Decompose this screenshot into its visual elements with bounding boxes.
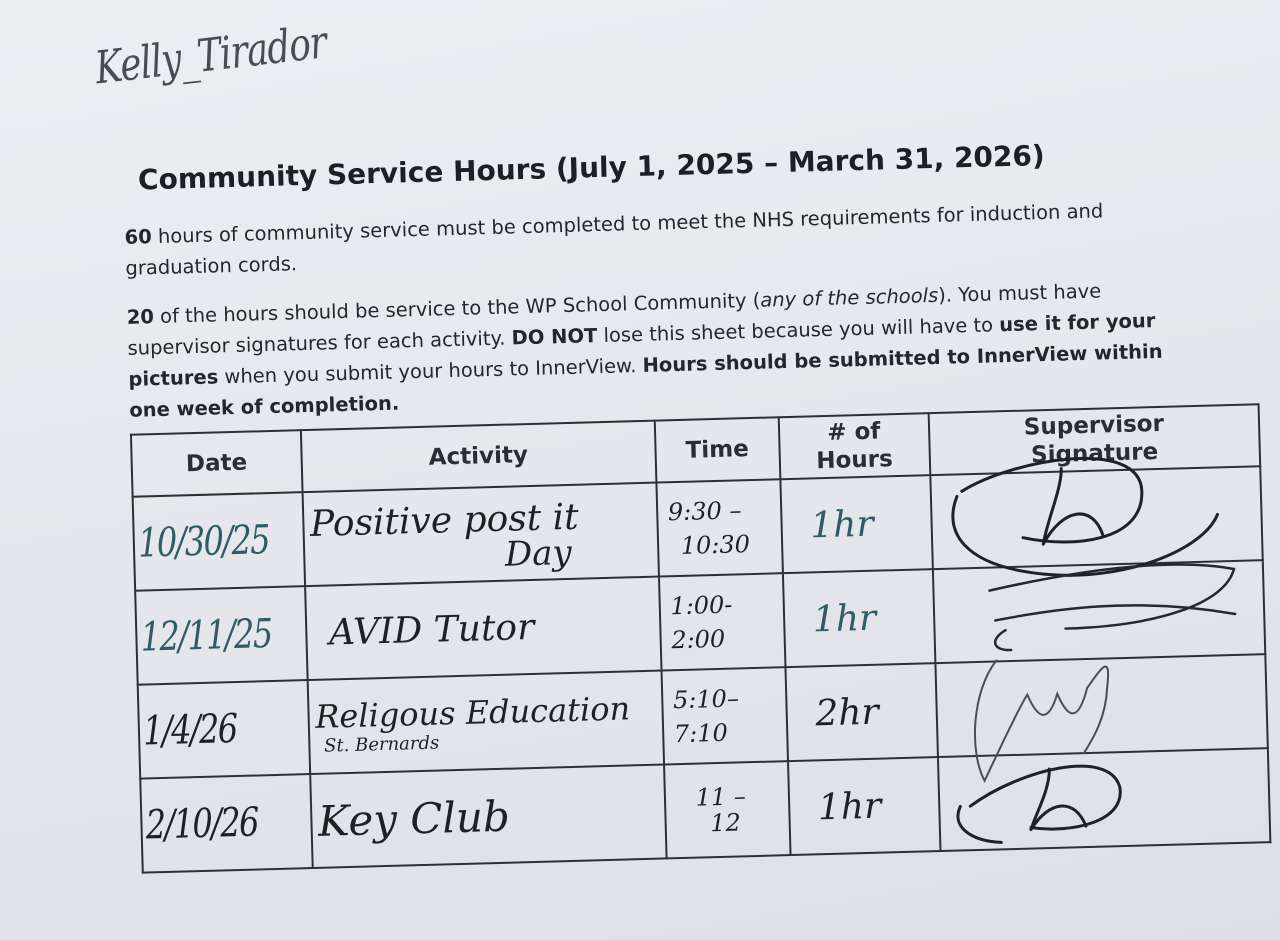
signature-row-3 [973, 657, 1111, 781]
row-date: 2/10/26 [145, 799, 259, 849]
row-activity: Key Club [317, 791, 511, 846]
row-activity: AVID Tutor [328, 606, 535, 653]
row-time-end: 10:30 [680, 530, 751, 560]
row-hours: 1hr [817, 785, 882, 828]
row-activity-line2: St. Bernards [323, 732, 440, 757]
do-not-emphasis: DO NOT [511, 324, 598, 350]
row-time-end: 12 [709, 808, 742, 838]
header-supervisor-line1: Supervisor [1023, 410, 1165, 441]
requirement-text: hours of community service must be completed to meet the NHS requirements for induction and graduation cords. [125, 199, 1104, 280]
row-hours: 1hr [809, 503, 875, 546]
page-title: Community Service Hours (July 1, 2025 – March 31, 2026) [137, 138, 1046, 197]
row-time-end: 7:10 [673, 718, 729, 749]
instructions-text-b: ). You must have supervisor signatures for each activity. [127, 279, 1102, 360]
school-hours-number: 20 [126, 305, 155, 329]
signature-row-4 [957, 765, 1122, 843]
row-activity-line2: Day [504, 532, 573, 575]
row-hours: 1hr [812, 597, 877, 640]
row-time-start: 11 – [695, 782, 747, 812]
student-name-handwritten: Kelly_Tirador [92, 17, 329, 95]
instructions-text-a: of the hours should be service to the WP School Community ( [153, 288, 761, 329]
row-activity: Positive post it [309, 496, 580, 545]
pictures-emphasis: use it for your pictures [128, 309, 1156, 391]
signature-row-1 [951, 455, 1219, 579]
row-date: 1/4/26 [142, 706, 238, 755]
header-hours-line2: Hours [815, 446, 894, 475]
instructions-italic: any of the schools [760, 283, 939, 312]
row-time-start: 1:00- [670, 590, 733, 621]
header-activity: Activity [301, 421, 657, 493]
signature-row-2 [989, 563, 1236, 651]
row-hours: 2hr [814, 691, 880, 734]
instructions-text-c: lose this sheet because you will have to [597, 313, 1000, 348]
row-time-start: 5:10– [672, 684, 740, 715]
header-time: Time [654, 417, 780, 482]
row-date: 12/11/25 [140, 611, 273, 661]
row-activity: Religous Education [314, 688, 631, 736]
header-date: Date [131, 430, 302, 497]
row-date: 10/30/25 [137, 517, 270, 567]
row-time-end: 2:00 [670, 624, 726, 655]
row-time-start: 9:30 – [667, 496, 742, 527]
required-hours-number: 60 [124, 225, 153, 249]
header-hours-line1: # of [826, 418, 881, 446]
instructions-text-d: when you submit your hours to InnerView. [217, 353, 643, 389]
deadline-emphasis: Hours should be submitted to InnerView within one week of completion. [128, 339, 1163, 422]
header-supervisor-line2: Signature [1030, 438, 1159, 469]
